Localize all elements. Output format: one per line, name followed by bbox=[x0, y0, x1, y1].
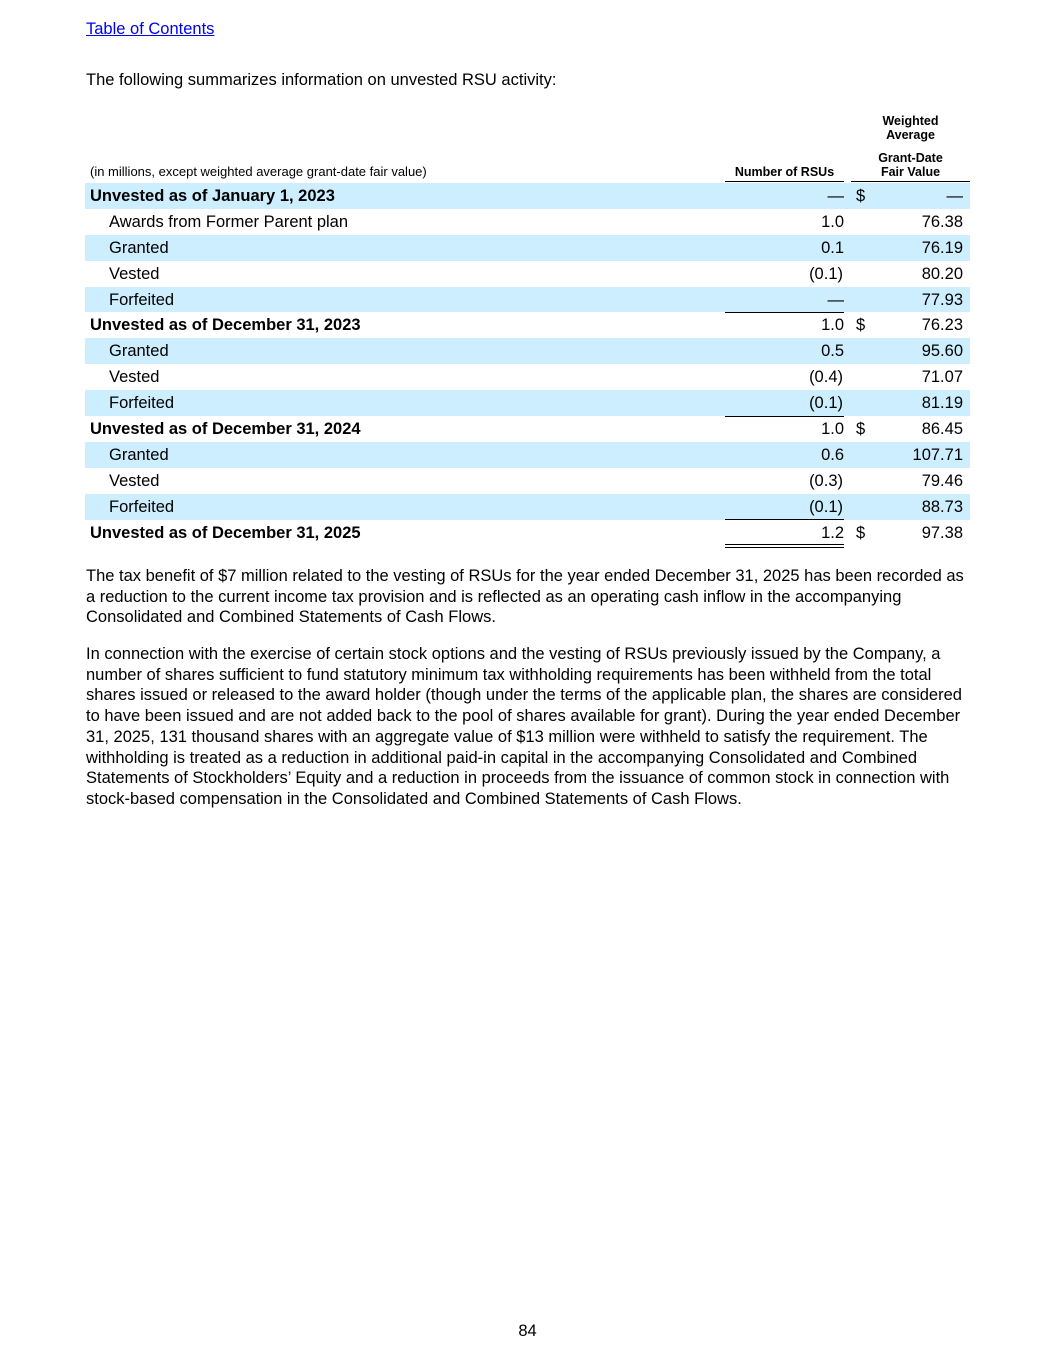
table-row bbox=[85, 494, 970, 520]
rsu-value: 1.0 bbox=[821, 420, 844, 439]
table-row bbox=[85, 183, 970, 209]
fair-value: 76.38 bbox=[921, 212, 963, 231]
rsu-value: (0.1) bbox=[809, 394, 843, 413]
row-label: Vested bbox=[109, 368, 160, 387]
page-number: 84 bbox=[518, 1322, 537, 1340]
rsu-value: 1.2 bbox=[821, 523, 844, 542]
rsu-value: (0.1) bbox=[809, 497, 843, 516]
rsu-value: 1.0 bbox=[821, 212, 844, 231]
row-label: Granted bbox=[109, 445, 169, 464]
header-weighted-line: Weighted bbox=[882, 114, 939, 128]
header-rule-fair-value bbox=[851, 181, 970, 182]
fair-value: 97.38 bbox=[921, 523, 963, 542]
fair-value: 107.71 bbox=[912, 445, 963, 464]
table-row bbox=[85, 338, 970, 364]
fair-value: 77.93 bbox=[921, 290, 963, 309]
header-average-line: Average bbox=[886, 128, 935, 142]
rsu-value: (0.3) bbox=[809, 471, 843, 490]
row-label: Unvested as of December 31, 2023 bbox=[90, 316, 361, 335]
withholding-paragraph: In connection with the exercise of certain stock options and the vesting of RSUs previously issued by the Company, a number of shares sufficient to fund statutory minimum tax withholding requirements has been withheld from the total shares issued or released to the award holder (though under the terms of the applicable plan, the shares are considered to have been issued and are not added back to the pool of shares available for grant). During the year ended December 31, 2025, 131 thousand shares with an aggregate value of $13 million were withheld to satisfy the requirement. The withholding is treated as a reduction in additional paid-in capital in the accompanying Consolidated and Combined Statements of Stockholders’ Equity and a reduction in proceeds from the issuance of common stock in connection with stock-based compensation in the Consolidated and Combined Statements of Cash Flows. bbox=[86, 645, 962, 808]
table-row bbox=[85, 209, 970, 235]
row-label: Forfeited bbox=[109, 497, 175, 516]
rsu-value: 1.0 bbox=[821, 316, 844, 335]
row-label: Unvested as of December 31, 2024 bbox=[90, 420, 361, 439]
row-label: Unvested as of January 1, 2023 bbox=[90, 187, 335, 205]
fair-value: 76.23 bbox=[921, 316, 963, 335]
header-rule-rsus bbox=[725, 181, 844, 182]
fair-value: 71.07 bbox=[921, 368, 963, 387]
fair-value: 79.46 bbox=[921, 471, 963, 490]
row-label: Forfeited bbox=[109, 290, 175, 309]
intro-text: The following summarizes information on unvested RSU activity: bbox=[86, 71, 557, 89]
fair-value: 81.19 bbox=[921, 394, 963, 413]
row-label: Unvested as of December 31, 2025 bbox=[90, 523, 361, 542]
fair-value: 76.19 bbox=[921, 238, 963, 257]
dollar-sign: $ bbox=[856, 187, 866, 205]
dollar-sign: $ bbox=[856, 420, 866, 439]
row-label: Granted bbox=[109, 238, 169, 257]
rsu-activity-table bbox=[85, 183, 970, 545]
table-row bbox=[85, 287, 970, 313]
rsu-value: 0.5 bbox=[821, 342, 844, 361]
table-row bbox=[85, 416, 970, 442]
total-double-rule-bottom bbox=[725, 547, 844, 548]
header-grant-date-line: Grant-Date bbox=[878, 151, 943, 165]
table-row bbox=[85, 364, 970, 390]
total-double-rule-top bbox=[725, 544, 844, 545]
row-label: Awards from Former Parent plan bbox=[109, 212, 349, 231]
fair-value: 88.73 bbox=[921, 497, 963, 516]
row-label: Forfeited bbox=[109, 394, 175, 413]
row-label: Vested bbox=[109, 471, 160, 490]
fair-value: — bbox=[946, 187, 963, 205]
units-note: (in millions, except weighted average grant-date fair value) bbox=[90, 164, 427, 179]
rsu-value: — bbox=[827, 290, 844, 309]
row-label: Granted bbox=[109, 342, 169, 361]
table-row bbox=[85, 261, 970, 287]
rsu-value: 0.1 bbox=[821, 238, 844, 257]
rsu-value: (0.4) bbox=[809, 368, 843, 387]
header-weighted-average bbox=[851, 114, 970, 142]
table-row bbox=[85, 235, 970, 261]
rsu-value: (0.1) bbox=[809, 264, 843, 283]
table-row bbox=[85, 312, 970, 338]
table-row bbox=[85, 468, 970, 494]
table-of-contents-link[interactable]: Table of Contents bbox=[86, 20, 215, 38]
rsu-value: — bbox=[827, 187, 844, 205]
table-row bbox=[85, 442, 970, 468]
dollar-sign: $ bbox=[856, 316, 866, 335]
rsu-value: 0.6 bbox=[821, 445, 844, 464]
tax-benefit-paragraph: The tax benefit of $7 million related to the vesting of RSUs for the year ended December 31, 2025 has been recorded as a reduction to the current income tax provision and is reflected as an operating cash inflow in the accompanying Consolidated and Combined Statements of Cash Flows. bbox=[86, 567, 964, 627]
fair-value: 86.45 bbox=[921, 420, 963, 439]
table-row bbox=[85, 390, 970, 416]
header-number-of-rsus: Number of RSUs bbox=[734, 165, 835, 179]
dollar-sign: $ bbox=[856, 523, 866, 542]
header-grant-date-fair-value bbox=[851, 151, 970, 179]
row-label: Vested bbox=[109, 264, 160, 283]
header-fair-value-line: Fair Value bbox=[880, 165, 941, 179]
fair-value: 80.20 bbox=[921, 264, 963, 283]
fair-value: 95.60 bbox=[921, 342, 963, 361]
table-row bbox=[85, 520, 970, 546]
